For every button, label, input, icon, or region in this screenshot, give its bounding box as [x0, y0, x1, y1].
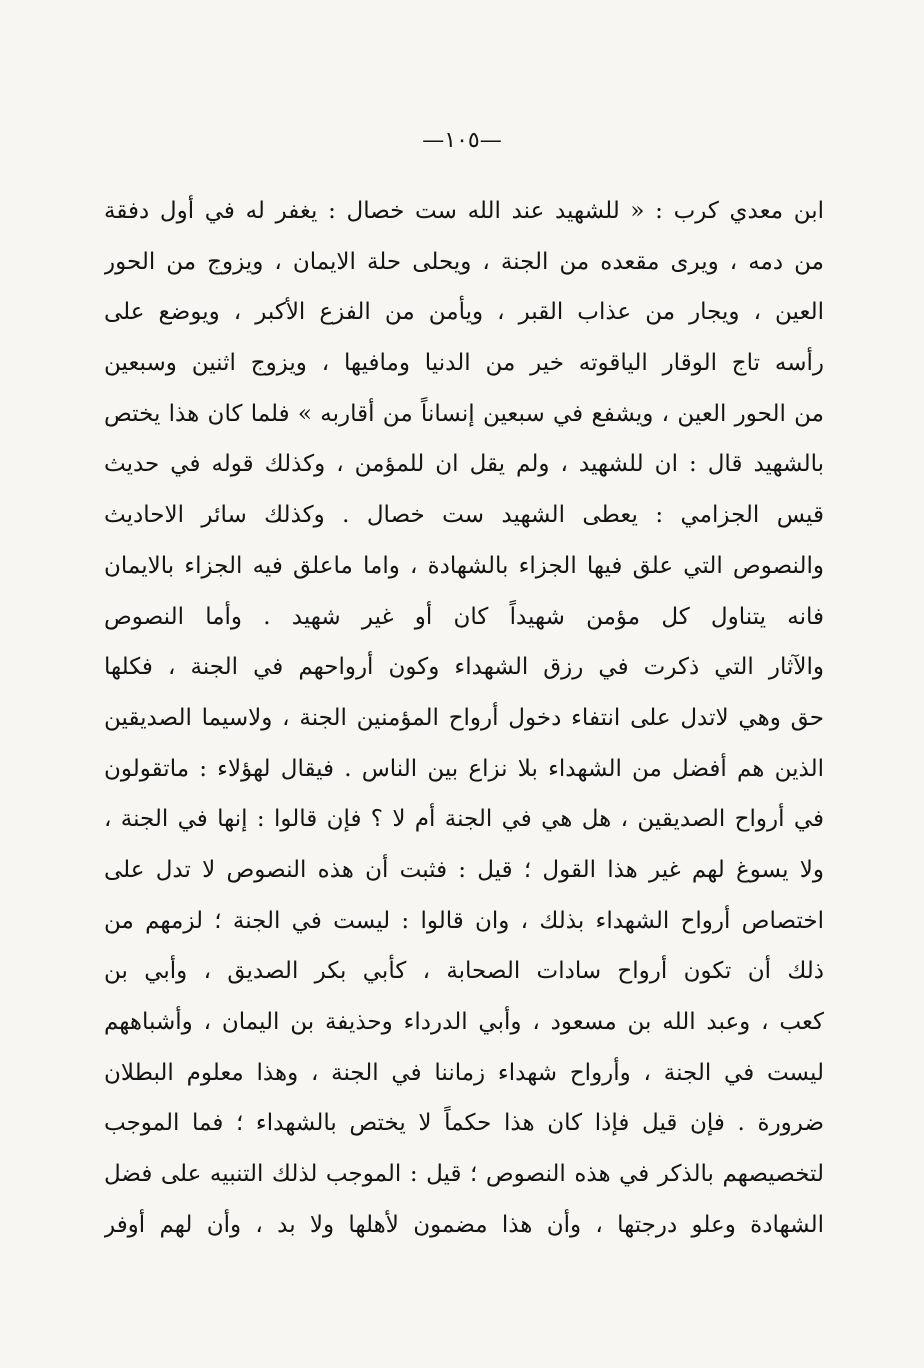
- text-line: الشهادة وعلو درجتها ، وأن هذا مضمون لأهلها ولا بد ، وأن لهم أوفر: [104, 1211, 824, 1238]
- body-text: [104, 186, 824, 1250]
- text-line: ليست في الجنة ، وأرواح شهداء زماننا في الجنة ، وهذا معلوم البطلان: [104, 1059, 824, 1086]
- text-line: ولا يسوغ لهم غير هذا القول ؛ قيل : فثبت أن هذه النصوص لا تدل على: [104, 856, 824, 883]
- text-line: من الحور العين ، ويشفع في سبعين إنساناً من أقاربه » فلما كان هذا يختص: [104, 400, 824, 427]
- text-line: من دمه ، ويرى مقعده من الجنة ، ويحلى حلة الايمان ، ويزوج من الحور: [104, 248, 824, 275]
- text-line: كعب ، وعبد الله بن مسعود ، وأبي الدرداء وحذيفة بن اليمان ، وأشباههم: [104, 1009, 824, 1035]
- text-line: ذلك أن تكون أرواح سادات الصحابة ، كأبي بكر الصديق ، وأبي بن: [104, 958, 824, 985]
- text-line: في أرواح الصديقين ، هل هي في الجنة أم لا ؟ فإن قالوا : إنها في الجنة ،: [104, 806, 824, 833]
- text-line: الذين هم أفضل من الشهداء بلا نزاع بين الناس . فيقال لهؤلاء : ماتقولون: [104, 755, 824, 782]
- text-line: ابن معدي كرب : « للشهيد عند الله ست خصال : يغفر له في أول دفقة: [104, 198, 824, 224]
- text-line: لتخصيصهم بالذكر في هذه النصوص ؛ قيل : الموجب لذلك التنبيه على فضل: [104, 1161, 824, 1188]
- text-line: العين ، ويجار من عذاب القبر ، ويأمن من الفزع الأكبر ، ويوضع على: [104, 299, 824, 326]
- text-line: اختصاص أرواح الشهداء بذلك ، وان قالوا : ليست في الجنة ؛ لزمهم من: [104, 907, 824, 934]
- text-line: فانه يتناول كل مؤمن شهيداً كان أو غير شهيد . وأما النصوص: [104, 603, 824, 630]
- text-line: والنصوص التي علق فيها الجزاء بالشهادة ، واما ماعلق فيه الجزاء بالايمان: [104, 552, 824, 579]
- text-line: بالشهيد قال : ان للشهيد ، ولم يقل ان للمؤمن ، وكذلك قوله في حديث: [104, 451, 824, 478]
- text-line: رأسه تاج الوقار الياقوته خير من الدنيا ومافيها ، ويزوج اثنين وسبعين: [104, 350, 824, 377]
- text-line: حق وهي لاتدل على انتفاء دخول أرواح المؤمنين الجنة ، ولاسيما الصديقين: [104, 704, 824, 731]
- page-number: —١٠٥—: [422, 128, 502, 153]
- text-line: والآثار التي ذكرت في رزق الشهداء وكون أرواحهم في الجنة ، فكلها: [104, 654, 824, 681]
- text-line: ضرورة . فإن قيل فإذا كان هذا حكماً لا يختص بالشهداء ؛ فما الموجب: [104, 1110, 824, 1137]
- text-line: قيس الجزامي : يعطى الشهيد ست خصال . وكذلك سائر الاحاديث: [104, 502, 824, 529]
